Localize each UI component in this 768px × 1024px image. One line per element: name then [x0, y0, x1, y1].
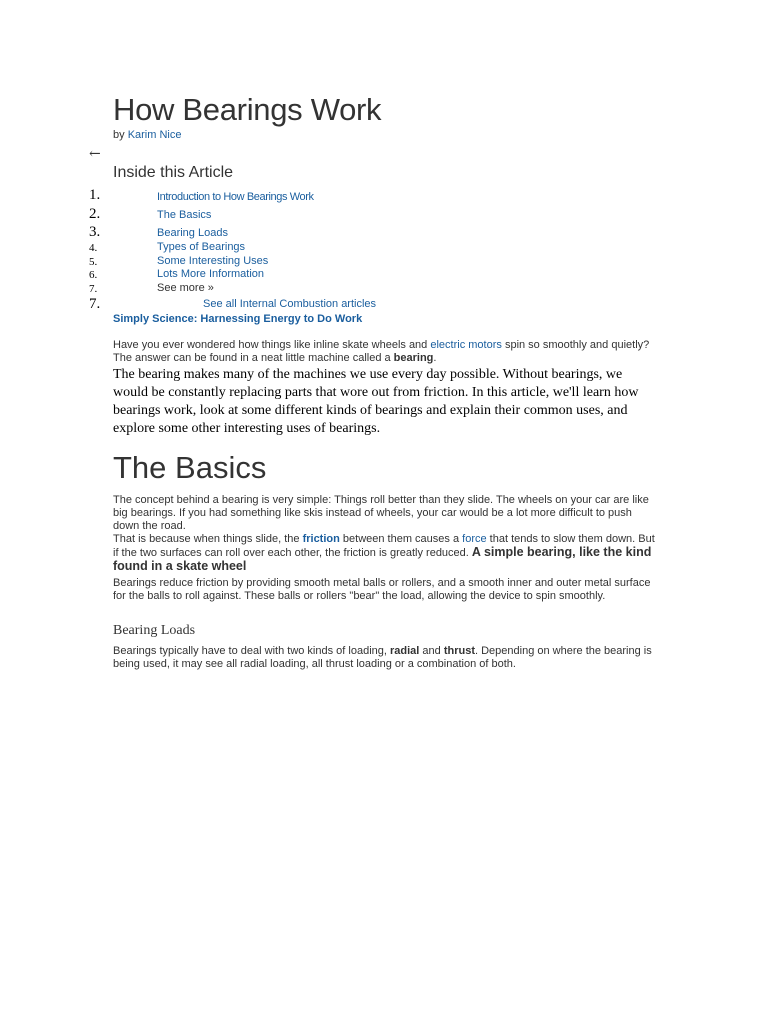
toc-link-see-more[interactable]: See more » [157, 282, 214, 294]
intro-text: Have you ever wondered how things like inline skate wheels and [113, 339, 431, 351]
radial-term: radial [390, 645, 420, 657]
toc-number: 6. [89, 269, 98, 281]
bearing-term: bearing [393, 352, 434, 364]
basics-paragraph-1: The concept behind a bearing is very simple: Things roll better than they slide. The wheels on your car are like big bearings. If you had something like skis instead of wheels, your car would be a lot more difficult to push down the road. [113, 494, 649, 532]
loads-text: Bearings typically have to deal with two kinds of loading, [113, 645, 390, 657]
image-caption: A simple bearing, like the kind found in a skate wheel [113, 545, 652, 573]
toc-heading: Inside this Article [113, 164, 234, 181]
byline-prefix: by [113, 129, 125, 141]
intro-paragraph [113, 339, 658, 365]
basics-heading: The Basics [113, 450, 267, 485]
basics-text: That is because when things slide, the [113, 533, 303, 545]
loads-text: and [419, 645, 444, 657]
friction-link[interactable]: friction [302, 533, 340, 545]
electric-motors-link[interactable]: electric motors [430, 339, 502, 351]
toc-link-bearing-loads[interactable]: Bearing Loads [157, 227, 228, 239]
intro-text: spin so smoothly and quietly? The answer can be found in a neat little machine called a [113, 339, 650, 364]
toc-link-more-information[interactable]: Lots More Information [157, 268, 264, 280]
bearing-loads-heading: Bearing Loads [113, 623, 196, 638]
toc-link-introduction[interactable]: Introduction to How Bearings Work [157, 191, 314, 203]
toc-number: 2. [89, 206, 101, 222]
toc-number: 4. [89, 242, 98, 254]
basics-text: between them causes a [339, 533, 463, 545]
force-link[interactable]: force [462, 533, 487, 545]
toc-number: 5. [89, 256, 98, 268]
toc-number: 7. [89, 283, 98, 295]
author-link[interactable]: Karim Nice [127, 129, 182, 141]
intro-serif-paragraph: The bearing makes many of the machines we use every day possible. Without bearings, we would be constantly replacing parts that wore out from friction. In this article, we'll learn how bearings work, look at some different kinds of bearings and explain their common uses, and explore some other interesting uses of bearings. [113, 367, 639, 436]
toc-number: 7. [89, 296, 101, 312]
toc-number: 1. [89, 187, 101, 203]
loads-paragraph [113, 645, 658, 671]
loads-text: . Depending on where the bearing is being used, it may see all radial loading, all thrust loading or a combination of both. [113, 645, 652, 670]
toc-link-interesting-uses[interactable]: Some Interesting Uses [157, 255, 269, 267]
article-title: How Bearings Work [113, 92, 382, 127]
back-arrow-icon[interactable]: ← [89, 146, 101, 162]
intro-text: . [433, 352, 437, 364]
promo-link[interactable]: Simply Science: Harnessing Energy to Do Work [113, 313, 363, 325]
basics-paragraph-3: Bearings reduce friction by providing smooth metal balls or rollers, and a smooth inner and outer metal surface for the balls to roll against. These balls or rollers "bear" the load, allowing the device to spin smoothly. [113, 577, 651, 602]
thrust-term: thrust [443, 645, 475, 657]
toc-link-types-of-bearings[interactable]: Types of Bearings [157, 241, 246, 253]
toc-number: 3. [89, 224, 101, 240]
toc-link-the-basics[interactable]: The Basics [157, 209, 212, 221]
byline [113, 129, 181, 141]
basics-text: that tends to slow them down. But if the two surfaces can roll over each other, the friction is greatly reduced. [113, 533, 655, 559]
toc-link-see-all-articles[interactable]: See all Internal Combustion articles [203, 298, 377, 310]
basics-paragraph-2 [113, 533, 658, 574]
